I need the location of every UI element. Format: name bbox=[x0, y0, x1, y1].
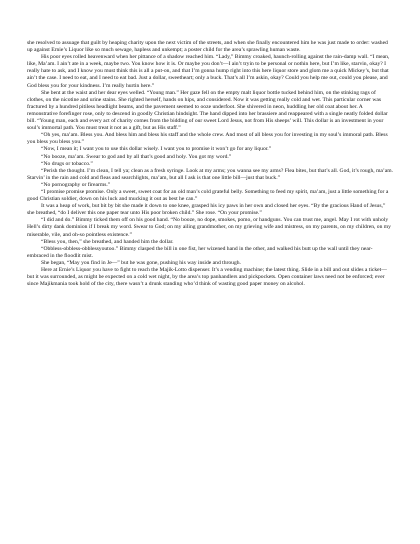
paragraph: Here at Ernie’s Liquor you have to fight to reach the Majik-Lotto dispenser. It’s a vending machine; the latest thing. Slide in a bill and out slides a ticket—but it was surrounded, as might be expected on a cold wet night, by the area’s top panhandlers and pickpockets. Open container laws need not be enforced; ever since Majikmania took hold of the city, there wasn’t a drunk standing who’d think of wasting good paper money on alcohol. bbox=[27, 267, 387, 288]
paragraph: “Now, I mean it; I want you to use this dollar wisely. I want you to promise it won’t go for any liquor.” bbox=[41, 146, 272, 153]
paragraph: She bent at the waist and her dear eyes welled. “Young man.” Her gaze fell on the empty malt liquor bottle tucked behind him, on the stinking rags of clothes, on the nicotine and urine stains. She righted herself, hands on hips, and considered. Now it was getting really cold and wet. This particular corner was fractured by a hundred pitiless headlight beams, and the pavement seemed to ooze underfoot. She shivered in neon, huddling her old coat about her. A remonstrative forefinger rose, only to descend in goodly Christian hindsight. The hand dipped into her brassiere and reappeared with a single neatly folded dollar bill. “Young man, each and every act of charity comes from the bidding of our sweet Lord Jesus, not from His sheeps’ will. This dollar is an investment in your soul’s immortal path. You must treat it not as a gift, but as His staff.” bbox=[27, 89, 388, 132]
paragraph: “I did and do.” Bimmy ticked them off on his good hand. “No booze, no dope, smokes, pomo, or handguns. You can trust me, angel. May I rot with unholy Hell’s dirty dank dominion if I break my word. Swear to God; on my ailing grandmother, on my grieving wife and mistress, on my parents, on my children, on my miserable, vile, and oh-so pointless existence.” bbox=[27, 217, 391, 238]
paragraph: “No pornography or firearms.” bbox=[41, 181, 111, 188]
paragraph: “Oh yes, ma’am. Bless you. And bless him and bless his staff and the whole crew. And most of all bless you for investing in my soul’s immoral path. Bless you bless you bless you.” bbox=[27, 132, 388, 146]
paragraph: It was a heap of work, but bit by bit she made it down to one knee, grasped his icy paws in her own and closed her eyes. “By the gracious Hand of Jesus,” she breathed, “do I deliver this one paper tear unto His poor broken child.” She rose. “On your promise.” bbox=[27, 203, 386, 217]
paragraph: “No drugs or tobacco.” bbox=[41, 160, 93, 167]
paragraph: “Obbless-obbless-obblessyoutoo.” Bimmy clasped the bill in one fist, her wizened hand in the other, and walked his butt up the wall until they near-embraced in the floodlit mist. bbox=[27, 245, 373, 259]
paragraph: “Bless you, then,” she breathed, and handed him the dollar. bbox=[41, 238, 174, 245]
paragraph: She began, “May you find in Je—” but he was gone, pushing his way inside and through. bbox=[41, 259, 241, 266]
paragraph: “No booze, ma’am. Swear to god and by all that’s good and holy. You got my word.” bbox=[41, 153, 232, 160]
paragraph: “Perish the thought. I’m clean, I tell ya; clean as a fresh syringe. Look at my arms; you wanna see my arms? Flea bites, but that’s all. God, it’s rough, ma’am. Starvin’ in the rain and cold and fleas and searchlights, ma’am, but all I ask is that one little bill—just that buck.” bbox=[27, 167, 394, 181]
paragraph: she resolved to assuage that guilt by heaping charity upon the next victim of the streets, and when she finally encountered him he was just made to order: washed up against Ernie’s Liquor like so much sewage, hapless and unkempt; a poster child for the area’s sprawling human waste. bbox=[27, 40, 388, 54]
paragraph: His poor eyes rolled heavenward when her pittance of a shadow reached him. “Lady,” Bimmy croaked, haunch-rolling against the rain-damp wall. “I mean, like, Ma’am. I ain’t ate in a week, maybe two. You know how it is. Or maybe you don’t—I ain’t tryin to be personal or nothin here, but I’m like, starvin, okay? I really hate to ask, and I know you must think this is all a put-on, and that I’m gonna hump right into this here liquor store and glom me a quick Mickey’s, but that ain’t the case. I need to eat, and I need to eat bad. Just a dollar, sweetheart; only a buck. That’s all I’m askin, okay? Could you help me out, could you please, and God bless you for your kindness. I’m really hurtin here.” bbox=[27, 54, 390, 89]
paragraph: “I promise promise promise. Only a sweet, sweet coat for an old man’s cold grateful belly. Something to feed my spirit, ma’am, just a little something for a good Christian soldier, down on his luck and mucking it out as best he can.” bbox=[27, 188, 389, 203]
